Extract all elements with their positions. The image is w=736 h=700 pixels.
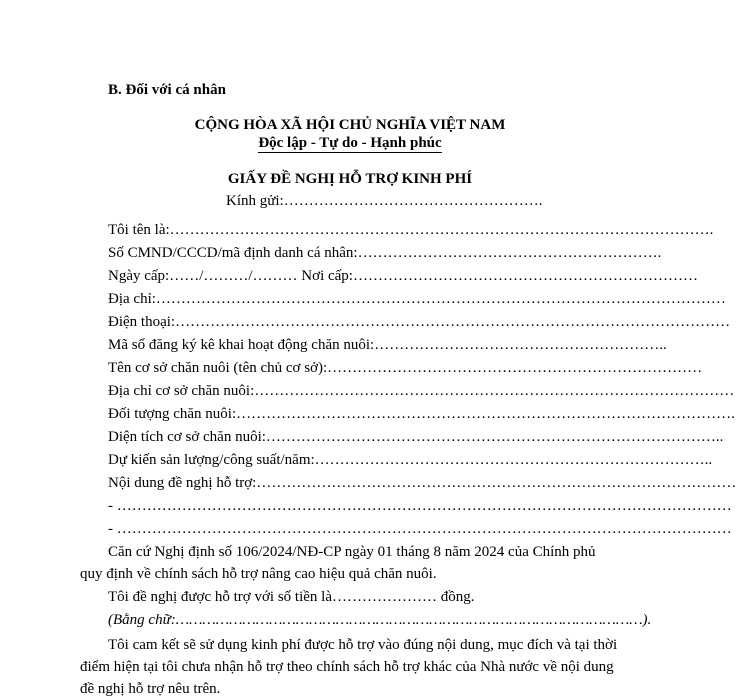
field-id-number: Số CMND/CCCD/mã định danh cá nhân:…………………………………………………….: [108, 245, 662, 261]
field-farm-area: Diện tích cơ sở chăn nuôi:………………………………………………………………………………..: [108, 429, 724, 445]
country-name: CỘNG HÒA XÃ HỘI CHỦ NGHĨA VIỆT NAM: [194, 117, 506, 133]
basis-line-2: quy định về chính sách hỗ trợ nâng cao hiệu quả chăn nuôi.: [80, 566, 437, 582]
amount-in-words: (Bằng chữ:……………………………………………………………………………………………).: [108, 612, 652, 628]
field-phone: Điện thoại:…………………………………………………………………………………………………: [108, 314, 731, 330]
field-livestock-registration-code: Mã số đăng ký kê khai hoạt động chăn nuôi:…………………………………………………..: [108, 337, 667, 353]
motto: [0, 135, 700, 152]
section-label: B. Đối với cá nhân: [108, 82, 226, 98]
form-title: GIẤY ĐỀ NGHỊ HỖ TRỢ KINH PHÍ: [227, 171, 473, 187]
field-issue-date-place: Ngày cấp:……/………/……… Nơi cấp:……………………………………………………………: [108, 268, 698, 284]
field-farm-address: Địa chỉ cơ sở chăn nuôi:……………………………………………………………………………………: [108, 383, 735, 399]
field-expected-output: Dự kiến sản lượng/công suất/năm:……………………………………………………………………..: [108, 452, 713, 468]
commitment-line-2: điểm hiện tại tôi chưa nhận hỗ trợ theo chính sách hỗ trợ khác của Nhà nước về nội dung: [80, 659, 614, 675]
field-support-item-1: - ……………………………………………………………………………………………………………: [108, 498, 732, 514]
field-address: Địa chỉ:……………………………………………………………………………………………………: [108, 291, 726, 307]
commitment-line-3: đề nghị hỗ trợ nêu trên.: [80, 681, 221, 697]
field-farm-name: Tên cơ sở chăn nuôi (tên chủ cơ sở):…………………………………………………………………: [108, 360, 703, 376]
motto-text: Độc lập - Tự do - Hạnh phúc: [258, 135, 442, 151]
commitment-line-1: Tôi cam kết sẽ sử dụng kinh phí được hỗ trợ vào đúng nội dung, mục đích và tại thời: [108, 637, 618, 653]
field-full-name: Tôi tên là:……………………………………………………………………………………………….: [108, 222, 714, 238]
basis-line-1: Căn cứ Nghị định số 106/2024/NĐ-CP ngày 01 tháng 8 năm 2024 của Chính phủ: [108, 544, 596, 560]
field-support-item-2: - ……………………………………………………………………………………………………………: [108, 521, 732, 537]
field-livestock-type: Đối tượng chăn nuôi:……………………………………………………………………………………….: [108, 406, 735, 422]
field-support-content: Nội dung đề nghị hỗ trợ:……………………………………………………………………………………: [108, 475, 736, 491]
request-amount: Tôi đề nghị được hỗ trợ với số tiền là………………… đồng.: [108, 589, 475, 605]
salutation: Kính gửi:…………………………………………….: [226, 193, 543, 209]
